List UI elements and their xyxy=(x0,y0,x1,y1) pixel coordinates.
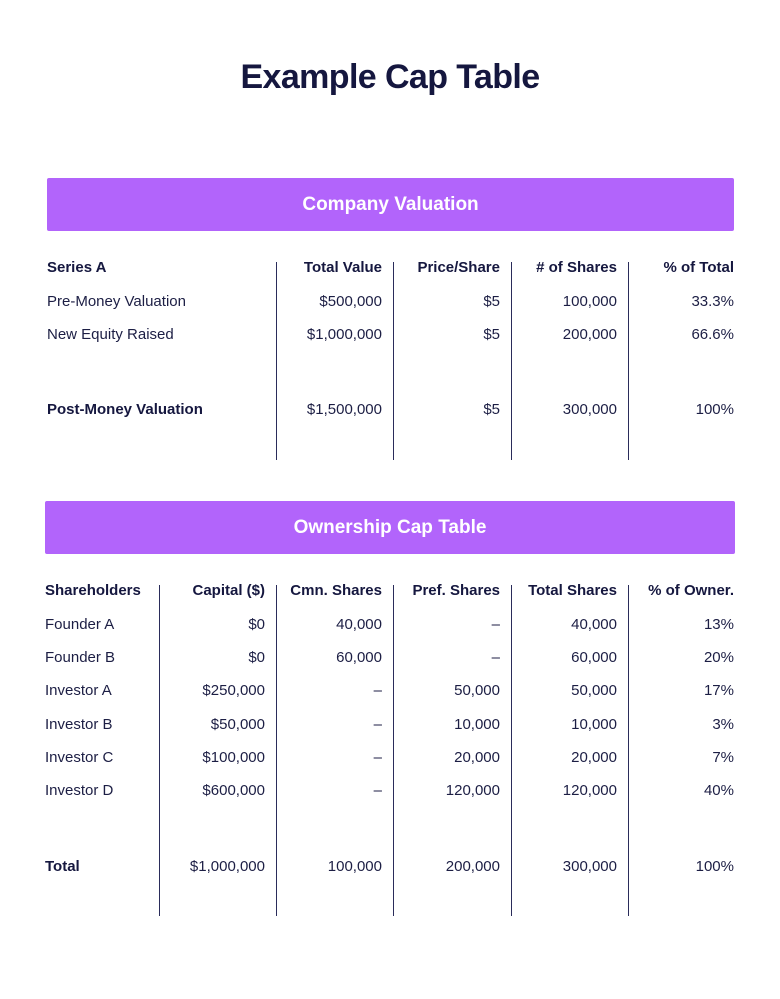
ownership-cell: $100,000 xyxy=(202,749,265,766)
ownership-cell: 100% xyxy=(695,858,734,875)
valuation-row-label: New Equity Raised xyxy=(47,326,174,343)
valuation-cell: $5 xyxy=(483,326,500,343)
ownership-column-divider xyxy=(511,585,512,916)
ownership-cell: 20,000 xyxy=(454,749,500,766)
ownership-column-divider xyxy=(276,585,277,916)
valuation-cell: $1,000,000 xyxy=(306,326,382,343)
valuation-cell: $1,500,000 xyxy=(306,401,382,418)
valuation-column-divider xyxy=(393,262,394,460)
ownership-cell: 20,000 xyxy=(571,749,617,766)
ownership-cell: 10,000 xyxy=(571,716,617,733)
ownership-cell: 50,000 xyxy=(571,682,617,699)
page-title: Example Cap Table xyxy=(240,58,540,96)
ownership-header-cell: Capital ($) xyxy=(192,582,265,599)
ownership-row-label: Investor C xyxy=(45,749,114,766)
company-valuation-banner: Company Valuation xyxy=(47,178,734,231)
ownership-cell: 120,000 xyxy=(445,782,500,799)
ownership-cell: 50,000 xyxy=(454,682,500,699)
ownership-cell: $0 xyxy=(248,616,265,633)
valuation-row-label: Pre-Money Valuation xyxy=(47,293,186,310)
valuation-cell: 100% xyxy=(695,401,734,418)
ownership-cell: 20% xyxy=(703,649,734,666)
ownership-cell: – xyxy=(373,749,382,766)
valuation-cell: 33.3% xyxy=(691,293,734,310)
ownership-row-label: Investor B xyxy=(45,716,113,733)
ownership-cell: 10,000 xyxy=(454,716,500,733)
ownership-row-label: Founder A xyxy=(45,616,115,633)
ownership-cell: $0 xyxy=(248,649,265,666)
ownership-cap-table-banner: Ownership Cap Table xyxy=(45,501,735,554)
ownership-cell: 60,000 xyxy=(336,649,382,666)
ownership-cell: 7% xyxy=(712,749,734,766)
valuation-cell: $500,000 xyxy=(319,293,382,310)
ownership-header-cell: Cmn. Shares xyxy=(290,582,382,599)
ownership-cell: 13% xyxy=(703,616,734,633)
ownership-cell: 100,000 xyxy=(327,858,382,875)
valuation-header-cell: Price/Share xyxy=(417,259,500,276)
ownership-cell: 200,000 xyxy=(445,858,500,875)
valuation-cell: 300,000 xyxy=(562,401,617,418)
ownership-cell: – xyxy=(373,716,382,733)
ownership-column-divider xyxy=(159,585,160,916)
ownership-cell: 40,000 xyxy=(571,616,617,633)
ownership-cell: 300,000 xyxy=(562,858,617,875)
ownership-cell: – xyxy=(373,682,382,699)
valuation-cell: $5 xyxy=(483,293,500,310)
valuation-cell: 200,000 xyxy=(562,326,617,343)
ownership-row-label: Total xyxy=(45,858,80,875)
valuation-cell: 100,000 xyxy=(562,293,617,310)
ownership-column-divider xyxy=(393,585,394,916)
ownership-header-cell: Total Shares xyxy=(528,582,617,599)
ownership-row-label: Founder B xyxy=(45,649,116,666)
valuation-header-cell: Total Value xyxy=(303,259,382,276)
ownership-cell: – xyxy=(491,616,500,633)
valuation-column-divider xyxy=(276,262,277,460)
ownership-cell: 120,000 xyxy=(562,782,617,799)
ownership-cell: $50,000 xyxy=(210,716,265,733)
valuation-cell: 66.6% xyxy=(691,326,734,343)
ownership-header-cell: Pref. Shares xyxy=(412,582,500,599)
ownership-cell: $250,000 xyxy=(202,682,265,699)
ownership-cell: 3% xyxy=(712,716,734,733)
valuation-column-divider xyxy=(628,262,629,460)
ownership-cell: $600,000 xyxy=(202,782,265,799)
ownership-cell: 17% xyxy=(703,682,734,699)
ownership-row-label: Investor D xyxy=(45,782,114,799)
ownership-cell: – xyxy=(491,649,500,666)
ownership-cell: 40,000 xyxy=(336,616,382,633)
ownership-cell: 40% xyxy=(703,782,734,799)
ownership-cell: – xyxy=(373,782,382,799)
valuation-header-cell: Series A xyxy=(47,259,107,276)
ownership-cell: 60,000 xyxy=(571,649,617,666)
valuation-cell: $5 xyxy=(483,401,500,418)
ownership-row-label: Investor A xyxy=(45,682,112,699)
ownership-cell: $1,000,000 xyxy=(189,858,265,875)
valuation-column-divider xyxy=(511,262,512,460)
valuation-header-cell: # of Shares xyxy=(536,259,617,276)
valuation-header-cell: % of Total xyxy=(663,259,734,276)
valuation-row-label: Post-Money Valuation xyxy=(47,401,203,418)
ownership-column-divider xyxy=(628,585,629,916)
ownership-header-cell: % of Owner. xyxy=(648,582,734,599)
ownership-header-cell: Shareholders xyxy=(45,582,141,599)
